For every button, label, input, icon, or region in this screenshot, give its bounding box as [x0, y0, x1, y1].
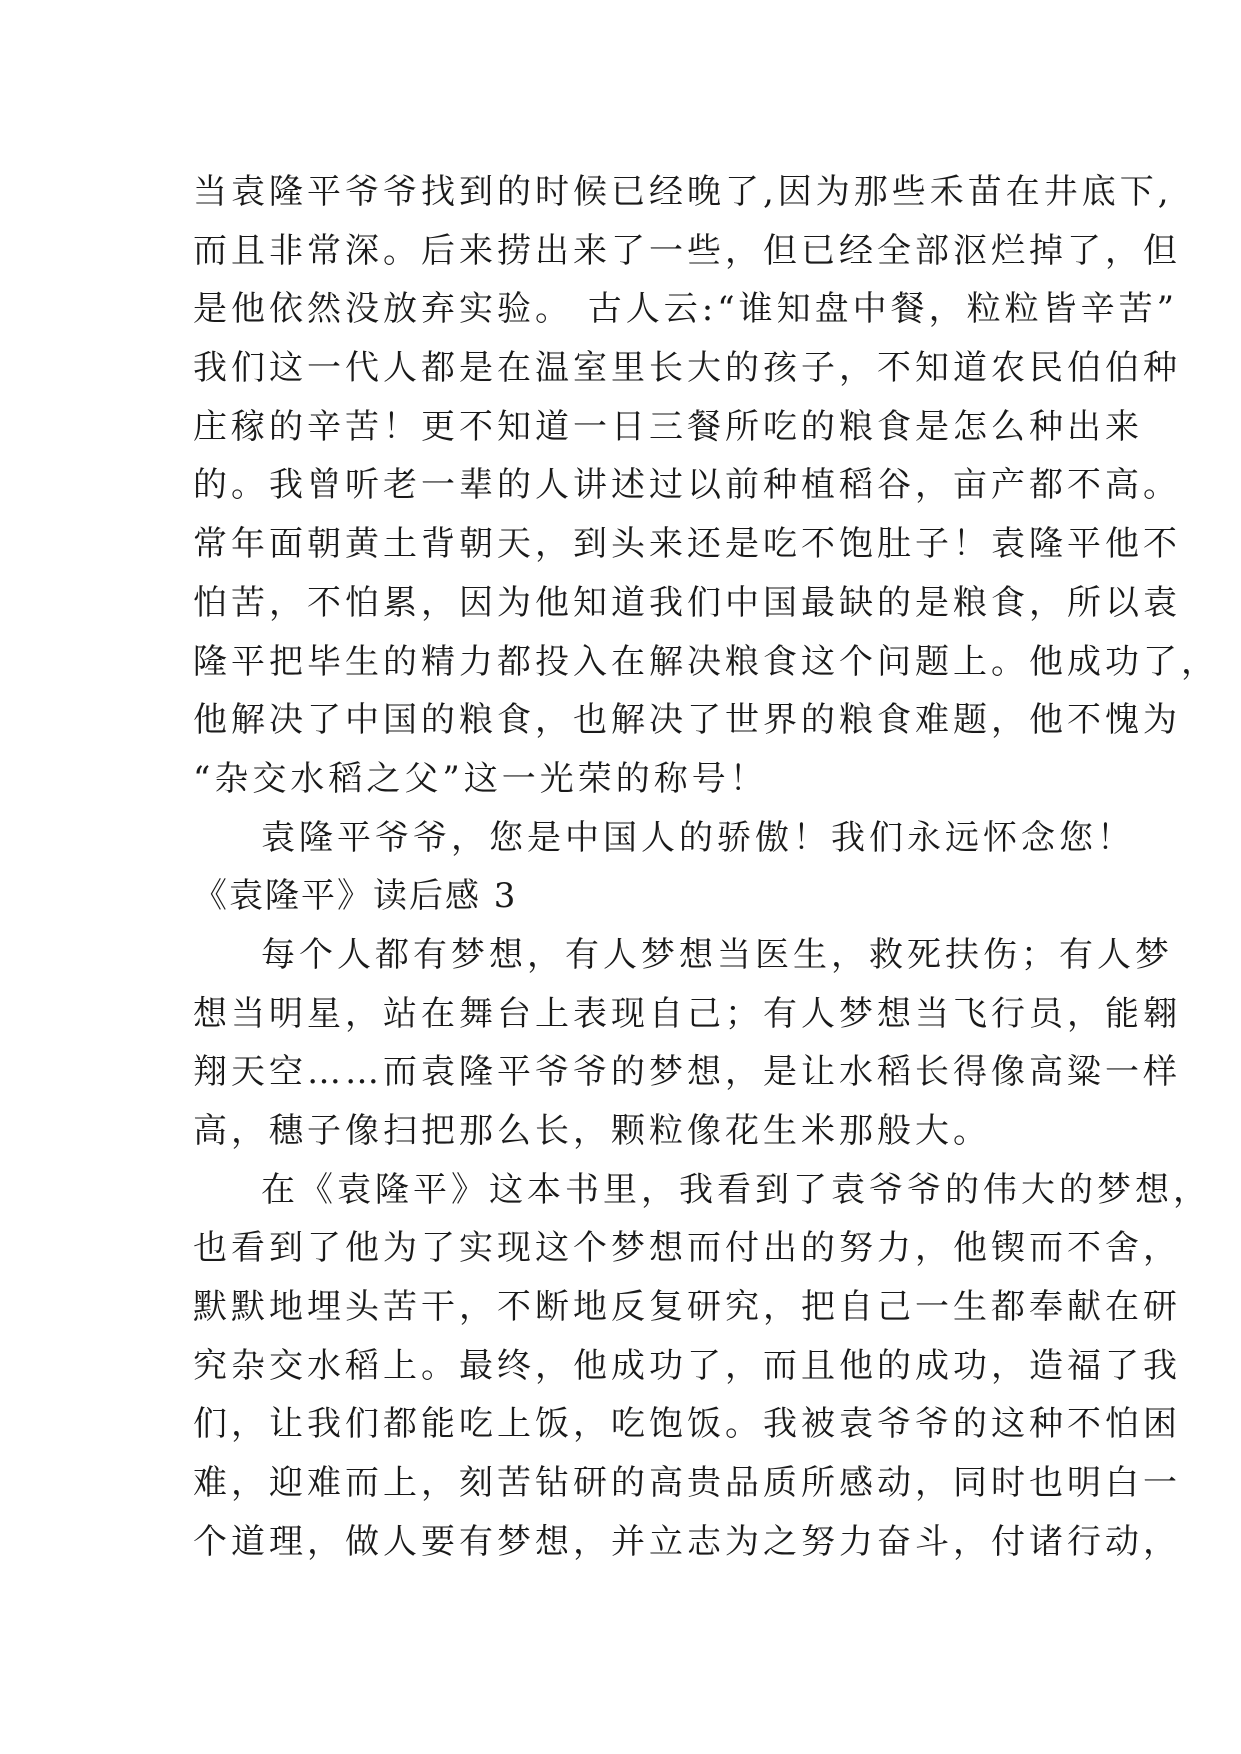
text-line: 想当明星，站在舞台上表现自己；有人梦想当飞行员，能翱 [193, 993, 1181, 1034]
paragraph-line: 袁隆平爷爷，您是中国人的骄傲！我们永远怀念您！ [261, 817, 1135, 858]
text-line: 也看到了他为了实现这个梦想而付出的努力，他锲而不舍， [193, 1228, 1181, 1269]
text-line: “杂交水稻之父”这一光荣的称号！ [193, 758, 768, 799]
text-line: 庄稼的辛苦！更不知道一日三餐所吃的粮食是怎么种出来 [193, 406, 1143, 447]
document-body [193, 163, 1219, 1572]
text-line: 怕苦，不怕累，因为他知道我们中国最缺的是粮食，所以袁 [193, 582, 1181, 623]
text-line: 隆平把毕生的精力都投入在解决粮食这个问题上。他成功了， [193, 641, 1219, 682]
text-line: 高，穗子像扫把那么长，颗粒像花生米那般大。 [193, 1111, 991, 1151]
text-line: 难，迎难而上，刻苦钻研的高贵品质所感动，同时也明白一 [193, 1463, 1181, 1504]
text-line: 他解决了中国的粮食，也解决了世界的粮食难题，他不愧为 [193, 700, 1181, 741]
section-heading: 《袁隆平》读后感 3 [193, 876, 518, 917]
text-line: 而且非常深。后来捞出来了一些，但已经全部沤烂掉了，但 [193, 230, 1181, 271]
paragraph-line: 每个人都有梦想，有人梦想当医生，救死扶伤；有人梦 [261, 934, 1173, 975]
paragraph-line: 在《袁隆平》这本书里，我看到了袁爷爷的伟大的梦想， [261, 1169, 1211, 1210]
text-line: 究杂交水稻上。最终，他成功了，而且他的成功，造福了我 [193, 1345, 1181, 1386]
text-line: 的。我曾听老一辈的人讲述过以前种植稻谷，亩产都不高。 [193, 465, 1181, 506]
text-line: 是他依然没放弃实验。 古人云:“谁知盘中餐，粒粒皆辛苦” [193, 289, 1179, 330]
text-line: 默默地埋头苦干，不断地反复研究，把自己一生都奉献在研 [193, 1287, 1181, 1328]
text-line: 常年面朝黄土背朝天，到头来还是吃不饱肚子！袁隆平他不 [193, 524, 1181, 565]
text-line: 当袁隆平爷爷找到的时候已经晚了,因为那些禾苗在井底下, [193, 172, 1173, 212]
text-line: 个道理，做人要有梦想，并立志为之努力奋斗，付诸行动， [193, 1521, 1181, 1562]
text-line: 翔天空……而袁隆平爷爷的梦想，是让水稻长得像高粱一样 [193, 1052, 1181, 1093]
text-line: 们，让我们都能吃上饭，吃饱饭。我被袁爷爷的这种不怕困 [193, 1404, 1181, 1445]
text-line: 我们这一代人都是在温室里长大的孩子，不知道农民伯伯种 [193, 348, 1181, 389]
